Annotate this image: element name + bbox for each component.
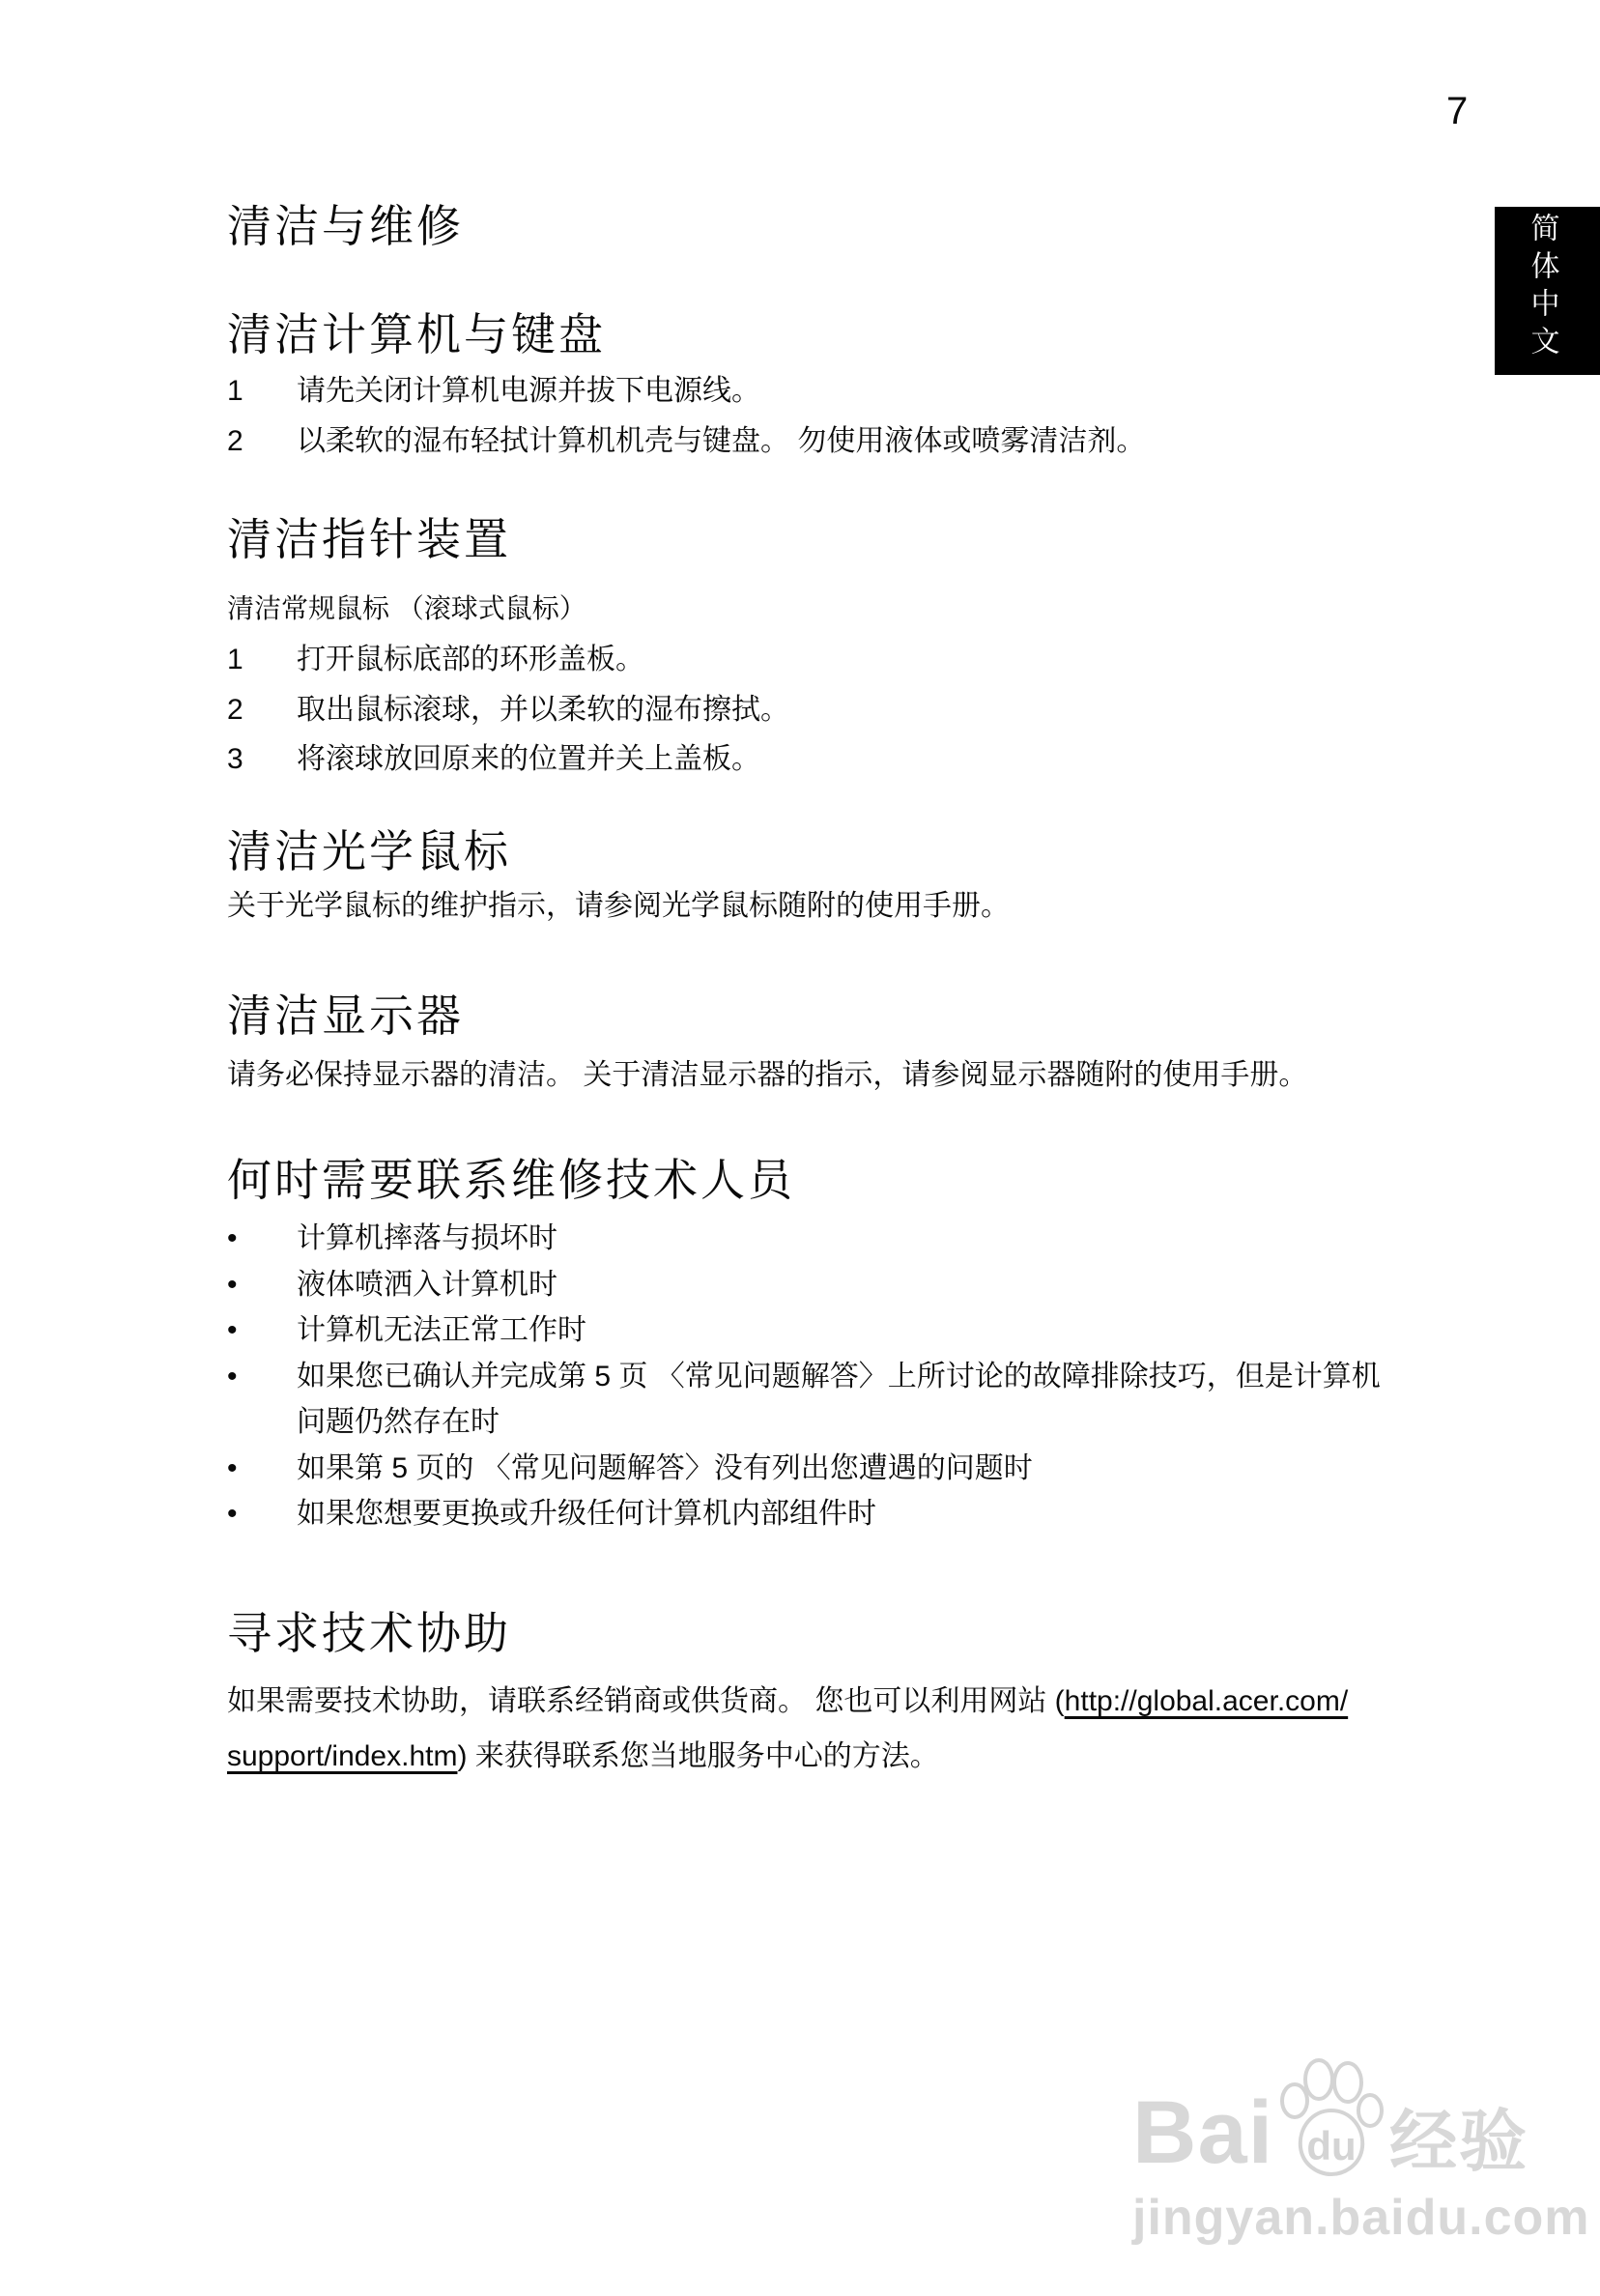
watermark-bai-text: Bai bbox=[1132, 2083, 1274, 2182]
bullet-text: 液体喷洒入计算机时 bbox=[297, 1268, 557, 1301]
bullet-icon: • bbox=[227, 1268, 238, 1301]
list-item-text: 打开鼠标底部的环形盖板。 bbox=[297, 644, 644, 675]
tech-assist-text: 如果需要技术协助，请联系经销商或供货商。 您也可以利用网站 ( bbox=[227, 1685, 1065, 1717]
watermark-jingyan-text: 经验 bbox=[1389, 2104, 1529, 2179]
tech-assist-text: ) 来获得联系您当地服务中心的方法。 bbox=[457, 1740, 939, 1772]
clean-computer-list bbox=[227, 375, 1145, 474]
list-item-number: 3 bbox=[227, 743, 243, 775]
section-heading-clean-computer: 清洁计算机与键盘 bbox=[227, 309, 606, 359]
list-item bbox=[227, 425, 1145, 459]
language-side-tab bbox=[1495, 207, 1600, 375]
list-item bbox=[227, 694, 789, 728]
clean-display-text: 请务必保持显示器的清洁。 关于清洁显示器的指示，请参阅显示器随附的使用手册。 bbox=[227, 1059, 1308, 1091]
tech-assist-paragraph bbox=[227, 1674, 1348, 1784]
bullet-icon: • bbox=[227, 1498, 238, 1530]
bullet-item bbox=[227, 1307, 1502, 1354]
list-item-text: 取出鼠标滚球，并以柔软的湿布擦拭。 bbox=[297, 693, 789, 726]
support-url-link-part2[interactable]: support/index.htm bbox=[227, 1740, 458, 1772]
bullet-text: 如果您已确认并完成第 5 页 〈常见问题解答〉上所讨论的故障排除技巧，但是计算机问题仍然存在时 bbox=[297, 1360, 1381, 1438]
page-number: 7 bbox=[1446, 90, 1469, 132]
list-item-text: 以柔软的湿布轻拭计算机机壳与键盘。 勿使用液体或喷雾清洁剂。 bbox=[297, 424, 1146, 457]
list-item bbox=[227, 743, 789, 777]
list-item-text: 将滚球放回原来的位置并关上盖板。 bbox=[297, 743, 760, 775]
bullet-item bbox=[227, 1262, 1502, 1308]
bullet-text: 计算机摔落与损坏时 bbox=[297, 1222, 557, 1254]
tech-assist-line2 bbox=[227, 1729, 1348, 1784]
bullet-icon: • bbox=[227, 1451, 238, 1484]
language-side-tab-label: 简体中文 bbox=[1526, 213, 1558, 363]
baidu-paw-icon bbox=[1275, 2051, 1384, 2183]
bullet-text: 如果您想要更换或升级任何计算机内部组件时 bbox=[297, 1498, 876, 1530]
section-heading-when-to-contact: 何时需要联系维修技术人员 bbox=[227, 1155, 795, 1205]
list-item-number: 2 bbox=[227, 693, 243, 726]
bullet-item bbox=[227, 1446, 1502, 1492]
bullet-item bbox=[227, 1216, 1502, 1262]
watermark-du-text: du bbox=[1306, 2123, 1357, 2168]
list-item-number: 1 bbox=[227, 375, 243, 407]
clean-mouse-list bbox=[227, 644, 789, 793]
section-heading-clean-optical-mouse: 清洁光学鼠标 bbox=[227, 826, 511, 876]
section-heading-clean-pointing-device: 清洁指针装置 bbox=[227, 514, 511, 564]
clean-optical-mouse-text: 关于光学鼠标的维护指示，请参阅光学鼠标随附的使用手册。 bbox=[227, 890, 1010, 922]
watermark-logo-row bbox=[1132, 2037, 1538, 2182]
list-item bbox=[227, 644, 789, 677]
list-item bbox=[227, 375, 1145, 409]
when-to-contact-bullet-list bbox=[227, 1216, 1502, 1537]
subheading-regular-mouse: 清洁常规鼠标 （滚球式鼠标） bbox=[227, 593, 586, 623]
bullet-item bbox=[227, 1354, 1502, 1446]
bullet-icon: • bbox=[227, 1222, 238, 1254]
bullet-text: 计算机无法正常工作时 bbox=[297, 1314, 586, 1346]
bullet-icon: • bbox=[227, 1360, 238, 1392]
section-heading-clean-display: 清洁显示器 bbox=[227, 990, 464, 1041]
list-item-number: 2 bbox=[227, 424, 243, 457]
bullet-item bbox=[227, 1491, 1502, 1537]
list-item-text: 请先关闭计算机电源并拔下电源线。 bbox=[297, 375, 760, 407]
bullet-icon: • bbox=[227, 1314, 238, 1346]
support-url-link-part1[interactable]: http://global.acer.com/ bbox=[1064, 1685, 1349, 1717]
watermark-site-url: jingyan.baidu.com bbox=[1132, 2190, 1590, 2246]
baidu-jingyan-watermark bbox=[1132, 2037, 1590, 2247]
section-heading-tech-assist: 寻求技术协助 bbox=[227, 1608, 511, 1658]
tech-assist-line1 bbox=[227, 1674, 1348, 1729]
bullet-text: 如果第 5 页的 〈常见问题解答〉没有列出您遭遇的问题时 bbox=[297, 1451, 1033, 1484]
list-item-number: 1 bbox=[227, 644, 243, 675]
page-title: 清洁与维修 bbox=[227, 201, 464, 251]
